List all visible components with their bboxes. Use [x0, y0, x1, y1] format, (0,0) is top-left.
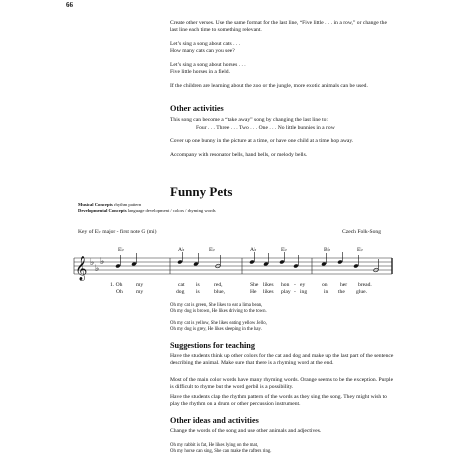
chord-symbol: E♭ — [209, 247, 216, 253]
chord-symbol: B♭ — [324, 247, 331, 253]
lyric-syllable: likes — [263, 289, 274, 295]
other-activities-heading: Other activities — [170, 104, 224, 113]
song-title: Funny Pets — [170, 184, 233, 199]
lyric-syllable: 1. Oh — [110, 282, 123, 288]
verse-line: Oh my cat is green, She likes to eat a lima bean, — [170, 303, 263, 308]
chord-symbol: A♭ — [250, 247, 257, 253]
svg-text:♭: ♭ — [95, 264, 100, 274]
treble-clef-icon: 𝄞 — [75, 256, 88, 280]
lyric-syllable: on — [322, 282, 328, 288]
lyric-syllable: - — [294, 289, 296, 295]
chord-symbol: A♭ — [178, 247, 185, 253]
verse-line: Oh my rabbit is fat, He likes lying on the mat, — [170, 443, 259, 448]
lyric-syllable: - — [294, 282, 296, 288]
developmental-concepts-label: Developmental Concepts — [78, 208, 127, 213]
cats-verse-line1: Let’s sing a song about cats . . . — [170, 41, 241, 47]
suggestions-heading: Suggestions for teaching — [170, 341, 255, 350]
page-number: 66 — [66, 1, 73, 9]
svg-text:♭: ♭ — [100, 257, 105, 267]
lyric-syllable: ey — [300, 282, 306, 288]
lyric-syllable: likes — [263, 282, 274, 288]
lyric-syllable: blue, — [214, 289, 226, 295]
lyric-syllable: He — [250, 289, 257, 295]
verse-line: Oh my cat is yellow, She likes eating yellow Jello, — [170, 321, 267, 326]
lyric-syllable: is — [196, 289, 200, 295]
svg-text:♭: ♭ — [90, 258, 95, 268]
lyric-syllable: She — [250, 282, 259, 288]
lyric-syllable: the — [338, 289, 345, 295]
countdown-line: Four . . . Three . . . Two . . . One . . . No little bunnies in a row — [196, 125, 335, 131]
lyric-syllable: Oh — [116, 289, 123, 295]
horses-verse-line2: Five little horses in a field. — [170, 69, 230, 75]
lyric-syllable: play — [281, 289, 291, 295]
suggestions-paragraph-2: Most of the main color words have many rhyming words. Orange seems to be the exception. Purple is difficult to rhyme but the word gerbil is a possibility. — [170, 377, 394, 390]
lyric-syllable: in — [324, 289, 329, 295]
horses-verse-line1: Let’s sing a song about horses . . . — [170, 62, 246, 68]
lyric-syllable: hon — [281, 282, 290, 288]
song-origin: Czech Folk-Song — [342, 229, 381, 235]
musical-concepts — [78, 202, 141, 208]
other-ideas-paragraph: Change the words of the song and use other animals and adjectives. — [170, 428, 322, 434]
verse-line: Oh my dog is grey, He likes sleeping in the hay. — [170, 327, 262, 332]
musical-concepts-value: rhythm pattern — [114, 202, 142, 207]
intro-paragraph: Create other verses. Use the same format for the last line, “Five little . . . in a row,” or change the last line each time to something relevant. — [170, 20, 387, 33]
lyric-syllable: ing — [300, 289, 308, 295]
zoo-paragraph: If the children are learning about the zoo or the jungle, more exotic animals can be used. — [170, 83, 368, 89]
chord-symbol: E♭ — [281, 247, 288, 253]
accompany-paragraph: Accompany with resonator bells, hand bells, or melody bells. — [170, 152, 308, 158]
lyric-syllable: my — [136, 282, 144, 288]
take-away-paragraph: This song can become a “take away” song by changing the last line to: — [170, 117, 328, 123]
chord-symbol: E♭ — [118, 247, 125, 253]
verse-line: Oh my dog is brown, He likes driving to the town. — [170, 309, 267, 314]
lyric-syllable: glue. — [356, 289, 368, 295]
suggestions-paragraph-1: Have the students think up other colors for the cat and dog and make up the last part of the sentence describing the animal. Make sure that there is a rhyming word at the end. — [170, 353, 394, 366]
lyric-syllable: is — [196, 282, 200, 288]
music-staff — [70, 252, 400, 286]
musical-concepts-label: Musical Concepts — [78, 202, 113, 207]
lyric-syllable: bread. — [358, 282, 372, 288]
other-ideas-heading: Other ideas and activities — [170, 416, 259, 425]
developmental-concepts — [78, 208, 216, 214]
lyric-syllable: her — [340, 282, 348, 288]
lyric-syllable: dog — [176, 289, 185, 295]
lyric-syllable: red, — [214, 282, 223, 288]
developmental-concepts-value: language development / colors / rhyming words — [127, 208, 216, 213]
lyric-syllable: cat — [178, 282, 185, 288]
key-signature-text: Key of E♭ major - first note G (mi) — [78, 229, 157, 235]
verse-line: Oh my horse can sing, She can make the rafters ring. — [170, 449, 272, 454]
suggestions-paragraph-3: Have the students clap the rhythm pattern of the words as they sing the song. They might wish to play the rhythm on a drum or other percussion instrument. — [170, 394, 387, 407]
key-signature-flats — [90, 257, 104, 274]
cover-bunny-paragraph: Cover up one bunny in the picture at a time, or have one child at a time hop away. — [170, 138, 354, 144]
lyric-syllable: my — [136, 289, 144, 295]
cats-verse-line2: How many cats can you see? — [170, 48, 235, 54]
chord-symbol: E♭ — [357, 247, 364, 253]
